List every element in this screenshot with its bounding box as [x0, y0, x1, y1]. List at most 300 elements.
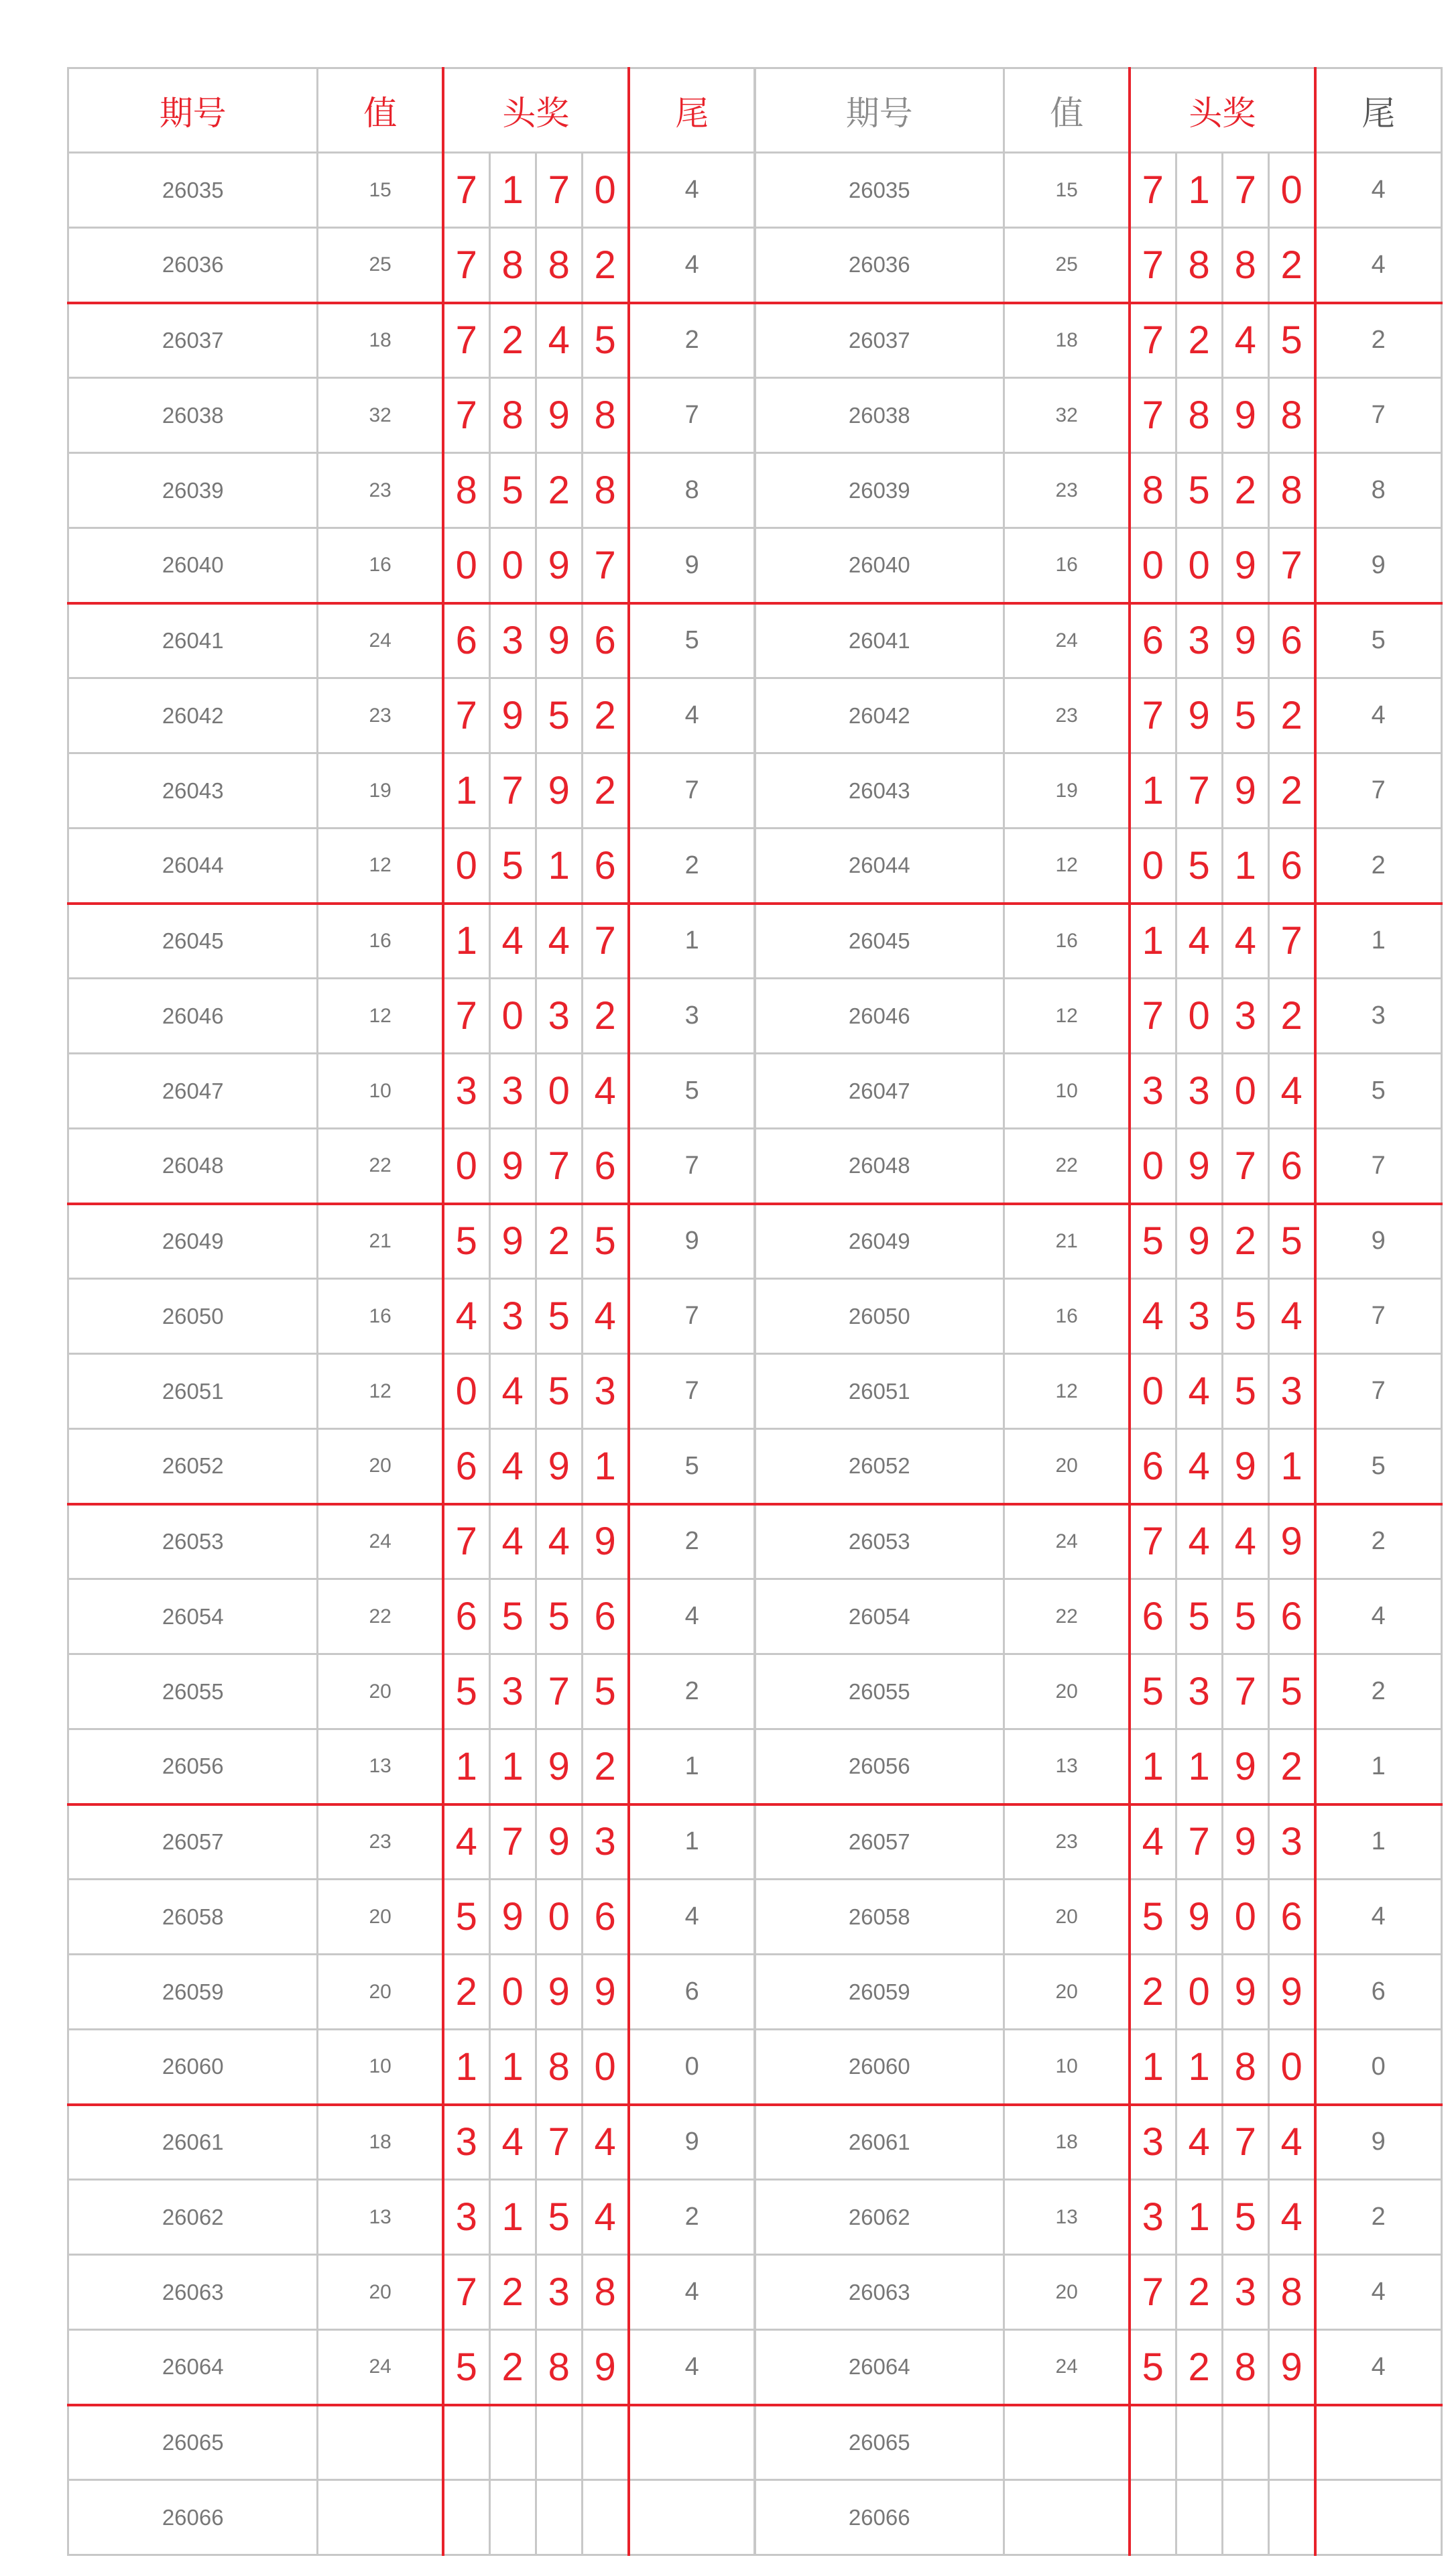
tail-cell: 2	[1315, 829, 1442, 904]
digit-cell: 4	[1268, 1279, 1315, 1354]
digit-cell: 4	[536, 904, 582, 979]
digit-cell: 7	[443, 153, 489, 228]
table-row	[68, 1354, 755, 1429]
value-cell: 23	[1004, 1804, 1130, 1880]
digit-cell: 9	[1222, 753, 1268, 829]
digit-cell: 0	[489, 979, 536, 1054]
digit-cell: 0	[582, 153, 628, 228]
value-cell: 24	[1004, 603, 1130, 678]
digit-cell: 7	[582, 528, 628, 603]
period-cell: 26038	[755, 378, 1004, 453]
tail-cell: 4	[1315, 153, 1442, 228]
table-row	[68, 1955, 755, 2030]
digit-cell: 7	[582, 904, 628, 979]
digit-cell: 3	[1176, 1054, 1222, 1129]
value-cell: 24	[1004, 2330, 1130, 2405]
tail-cell: 9	[1315, 528, 1442, 603]
table-row	[68, 904, 755, 979]
digit-cell	[1176, 2480, 1222, 2555]
value-cell: 20	[1004, 1654, 1130, 1729]
tail-cell: 4	[629, 228, 755, 303]
digit-cell: 3	[443, 1054, 489, 1129]
digit-cell: 4	[536, 1504, 582, 1579]
table-row	[68, 2180, 755, 2255]
digit-cell: 3	[1176, 1654, 1222, 1729]
digit-cell: 5	[1130, 1880, 1176, 1955]
digit-cell: 3	[489, 1054, 536, 1129]
digit-cell: 2	[489, 2255, 536, 2330]
digit-cell: 1	[443, 753, 489, 829]
period-cell: 26061	[68, 2105, 318, 2180]
value-cell: 32	[318, 378, 443, 453]
digit-cell: 8	[536, 2030, 582, 2105]
digit-cell: 9	[1222, 378, 1268, 453]
digit-cell: 1	[489, 2030, 536, 2105]
tail-cell: 1	[1315, 1729, 1442, 1804]
digit-cell: 3	[1130, 1054, 1176, 1129]
tail-cell: 1	[1315, 1804, 1442, 1880]
digit-cell: 2	[1268, 1729, 1315, 1804]
tail-cell: 4	[1315, 2255, 1442, 2330]
table-row	[68, 1654, 755, 1729]
tail-cell: 7	[1315, 1354, 1442, 1429]
digit-cell: 6	[1268, 829, 1315, 904]
table-row	[68, 829, 755, 904]
period-cell: 26060	[68, 2030, 318, 2105]
digit-cell: 2	[1268, 678, 1315, 753]
digit-cell: 1	[1268, 1429, 1315, 1504]
tail-cell: 9	[629, 528, 755, 603]
period-cell: 26058	[755, 1880, 1004, 1955]
tail-cell: 7	[1315, 378, 1442, 453]
period-cell: 26057	[68, 1804, 318, 1880]
digit-cell: 9	[1176, 1204, 1222, 1279]
value-cell	[1004, 2480, 1130, 2555]
digit-cell: 1	[489, 2180, 536, 2255]
digit-cell: 6	[1130, 1579, 1176, 1654]
digit-cell: 8	[1268, 378, 1315, 453]
table-row	[755, 829, 1442, 904]
digit-cell: 9	[489, 1129, 536, 1204]
period-cell: 26064	[68, 2330, 318, 2405]
digit-cell: 4	[1268, 2105, 1315, 2180]
tail-cell: 2	[629, 829, 755, 904]
digit-cell: 7	[443, 1504, 489, 1579]
period-cell: 26054	[755, 1579, 1004, 1654]
header-period: 期号	[68, 68, 318, 153]
digit-cell: 0	[443, 1129, 489, 1204]
digit-cell: 9	[536, 1729, 582, 1804]
period-cell: 26044	[755, 829, 1004, 904]
value-cell	[1004, 2405, 1130, 2480]
digit-cell: 8	[489, 228, 536, 303]
digit-cell: 5	[1130, 1204, 1176, 1279]
digit-cell: 5	[1130, 2330, 1176, 2405]
digit-cell: 9	[1222, 603, 1268, 678]
period-cell: 26066	[68, 2480, 318, 2555]
digit-cell: 8	[443, 453, 489, 528]
table-row	[755, 1279, 1442, 1354]
value-cell: 10	[1004, 2030, 1130, 2105]
digit-cell: 5	[536, 1579, 582, 1654]
table-row	[68, 2255, 755, 2330]
tail-cell: 2	[629, 1654, 755, 1729]
tail-cell: 1	[629, 904, 755, 979]
digit-cell: 7	[1222, 153, 1268, 228]
digit-cell: 1	[1130, 904, 1176, 979]
digit-cell: 0	[1130, 1354, 1176, 1429]
digit-cell: 0	[1268, 2030, 1315, 2105]
header-value: 值	[1004, 68, 1130, 153]
digit-cell: 3	[443, 2105, 489, 2180]
digit-cell: 7	[536, 2105, 582, 2180]
digit-cell: 7	[1222, 1129, 1268, 1204]
tail-cell: 8	[629, 453, 755, 528]
value-cell: 24	[1004, 1504, 1130, 1579]
period-cell: 26042	[755, 678, 1004, 753]
digit-cell: 9	[536, 1955, 582, 2030]
period-cell: 26043	[68, 753, 318, 829]
digit-cell	[1176, 2405, 1222, 2480]
value-cell	[318, 2480, 443, 2555]
digit-cell: 6	[443, 1579, 489, 1654]
digit-cell: 7	[1130, 303, 1176, 378]
digit-cell: 8	[1130, 453, 1176, 528]
digit-cell	[582, 2405, 628, 2480]
value-cell: 20	[318, 1955, 443, 2030]
digit-cell: 4	[582, 1054, 628, 1129]
digit-cell: 0	[489, 1955, 536, 2030]
tail-cell: 4	[629, 2330, 755, 2405]
digit-cell: 2	[1176, 2330, 1222, 2405]
digit-cell	[1222, 2405, 1268, 2480]
digit-cell	[1222, 2480, 1268, 2555]
table-row	[755, 1054, 1442, 1129]
tail-cell: 2	[1315, 2180, 1442, 2255]
header-period: 期号	[755, 68, 1004, 153]
tail-cell: 2	[1315, 1504, 1442, 1579]
tail-cell: 7	[629, 1129, 755, 1204]
digit-cell: 9	[489, 1880, 536, 1955]
digit-cell: 7	[443, 378, 489, 453]
value-cell: 25	[318, 228, 443, 303]
digit-cell: 7	[443, 678, 489, 753]
digit-cell: 2	[582, 228, 628, 303]
table-row	[755, 1654, 1442, 1729]
tail-cell	[1315, 2480, 1442, 2555]
period-cell: 26041	[755, 603, 1004, 678]
digit-cell: 9	[582, 2330, 628, 2405]
digit-cell: 4	[1176, 904, 1222, 979]
tail-cell: 6	[629, 1955, 755, 2030]
tail-cell: 5	[629, 603, 755, 678]
digit-cell: 9	[1222, 1955, 1268, 2030]
value-cell: 13	[318, 2180, 443, 2255]
digit-cell: 9	[1222, 1429, 1268, 1504]
table-row	[68, 228, 755, 303]
table-row	[755, 2105, 1442, 2180]
digit-cell: 0	[489, 528, 536, 603]
value-cell: 10	[318, 2030, 443, 2105]
value-cell: 20	[1004, 1429, 1130, 1504]
digit-cell: 9	[1268, 1504, 1315, 1579]
tail-cell	[1315, 2405, 1442, 2480]
period-cell: 26041	[68, 603, 318, 678]
digit-cell: 0	[1130, 1129, 1176, 1204]
tail-cell: 7	[629, 753, 755, 829]
digit-cell: 0	[1268, 153, 1315, 228]
digit-cell: 9	[1222, 528, 1268, 603]
value-cell: 20	[1004, 1955, 1130, 2030]
digit-cell: 2	[582, 979, 628, 1054]
table-row	[68, 303, 755, 378]
table-body	[68, 153, 755, 2555]
digit-cell: 9	[1176, 1129, 1222, 1204]
digit-cell: 8	[1268, 453, 1315, 528]
digit-cell: 6	[582, 603, 628, 678]
digit-cell: 3	[489, 1654, 536, 1729]
table-row	[755, 904, 1442, 979]
tail-cell: 7	[1315, 1129, 1442, 1204]
digit-cell: 4	[489, 1504, 536, 1579]
tail-cell: 5	[629, 1429, 755, 1504]
period-cell: 26050	[68, 1279, 318, 1354]
value-cell: 20	[318, 1880, 443, 1955]
tail-cell: 5	[629, 1054, 755, 1129]
period-cell: 26049	[755, 1204, 1004, 1279]
digit-cell	[1268, 2405, 1315, 2480]
period-cell: 26056	[68, 1729, 318, 1804]
table-row	[755, 303, 1442, 378]
digit-cell: 5	[1176, 829, 1222, 904]
digit-cell: 1	[1222, 829, 1268, 904]
digit-cell: 2	[489, 303, 536, 378]
digit-cell: 2	[582, 1729, 628, 1804]
digit-cell: 9	[536, 378, 582, 453]
table-row	[755, 528, 1442, 603]
table-row	[755, 753, 1442, 829]
digit-cell	[536, 2405, 582, 2480]
period-cell: 26039	[68, 453, 318, 528]
period-cell: 26046	[68, 979, 318, 1054]
digit-cell: 1	[582, 1429, 628, 1504]
digit-cell: 3	[443, 2180, 489, 2255]
digit-cell	[443, 2405, 489, 2480]
period-cell: 26062	[68, 2180, 318, 2255]
table-row	[755, 1129, 1442, 1204]
digit-cell: 2	[536, 453, 582, 528]
tail-cell: 3	[1315, 979, 1442, 1054]
period-cell: 26049	[68, 1204, 318, 1279]
digit-cell: 9	[536, 1804, 582, 1880]
digit-cell: 1	[536, 829, 582, 904]
value-cell: 20	[318, 2255, 443, 2330]
digit-cell: 1	[1176, 153, 1222, 228]
digit-cell: 3	[1268, 1804, 1315, 1880]
period-cell: 26048	[68, 1129, 318, 1204]
value-cell: 32	[1004, 378, 1130, 453]
digit-cell: 4	[1222, 904, 1268, 979]
digit-cell: 7	[1222, 2105, 1268, 2180]
digit-cell: 4	[582, 2105, 628, 2180]
value-cell: 23	[318, 453, 443, 528]
tail-cell: 0	[1315, 2030, 1442, 2105]
table-row	[68, 1880, 755, 1955]
digit-cell: 0	[582, 2030, 628, 2105]
table-row	[68, 2105, 755, 2180]
period-cell: 26059	[755, 1955, 1004, 2030]
digit-cell: 1	[1176, 2180, 1222, 2255]
value-cell: 23	[1004, 453, 1130, 528]
value-cell: 22	[1004, 1129, 1130, 1204]
digit-cell: 4	[1176, 1429, 1222, 1504]
period-cell: 26040	[755, 528, 1004, 603]
value-cell: 22	[318, 1129, 443, 1204]
digit-cell	[1268, 2480, 1315, 2555]
digit-cell: 3	[489, 603, 536, 678]
tail-cell: 4	[1315, 1880, 1442, 1955]
value-cell: 20	[1004, 1880, 1130, 1955]
digit-cell: 5	[1222, 2180, 1268, 2255]
digit-cell: 7	[1176, 753, 1222, 829]
digit-cell: 9	[1222, 1804, 1268, 1880]
table-row	[755, 2405, 1442, 2480]
table-row	[755, 1955, 1442, 2030]
digit-cell: 0	[1176, 528, 1222, 603]
digit-cell: 0	[1176, 1955, 1222, 2030]
digit-cell: 4	[489, 1429, 536, 1504]
digit-cell: 5	[1176, 1579, 1222, 1654]
value-cell: 21	[1004, 1204, 1130, 1279]
digit-cell: 5	[582, 303, 628, 378]
tail-cell: 2	[1315, 1654, 1442, 1729]
tail-cell: 1	[629, 1729, 755, 1804]
digit-cell: 5	[489, 1579, 536, 1654]
digit-cell: 5	[1222, 1579, 1268, 1654]
digit-cell: 5	[1222, 1354, 1268, 1429]
header-value: 值	[318, 68, 443, 153]
tail-cell: 2	[629, 1504, 755, 1579]
digit-cell: 2	[1222, 453, 1268, 528]
digit-cell: 6	[1268, 603, 1315, 678]
digit-cell: 2	[536, 1204, 582, 1279]
value-cell: 16	[1004, 528, 1130, 603]
digit-cell: 2	[489, 2330, 536, 2405]
digit-cell: 1	[1130, 2030, 1176, 2105]
digit-cell: 9	[489, 1204, 536, 1279]
digit-cell: 8	[582, 378, 628, 453]
period-cell: 26040	[68, 528, 318, 603]
period-cell: 26035	[68, 153, 318, 228]
table-row	[68, 2030, 755, 2105]
draw-table-left	[67, 67, 756, 2556]
digit-cell: 7	[1130, 228, 1176, 303]
draw-table-right	[753, 67, 1443, 2556]
digit-cell: 6	[1268, 1129, 1315, 1204]
table-row	[68, 603, 755, 678]
value-cell: 20	[318, 1429, 443, 1504]
digit-cell: 9	[1268, 1955, 1315, 2030]
tail-cell	[629, 2405, 755, 2480]
table-row	[68, 1804, 755, 1880]
tail-cell: 0	[629, 2030, 755, 2105]
digit-cell: 0	[443, 528, 489, 603]
digit-cell: 9	[582, 1955, 628, 2030]
value-cell: 18	[1004, 2105, 1130, 2180]
period-cell: 26048	[755, 1129, 1004, 1204]
tail-cell: 2	[629, 2180, 755, 2255]
digit-cell: 0	[536, 1880, 582, 1955]
table-row	[755, 1429, 1442, 1504]
digit-cell: 8	[536, 2330, 582, 2405]
digit-cell: 4	[443, 1804, 489, 1880]
digit-cell	[536, 2480, 582, 2555]
digit-cell: 7	[536, 1129, 582, 1204]
digit-cell: 7	[443, 979, 489, 1054]
value-cell: 16	[1004, 1279, 1130, 1354]
digit-cell: 5	[582, 1654, 628, 1729]
table-row	[755, 678, 1442, 753]
table-row	[68, 1279, 755, 1354]
digit-cell: 5	[536, 2180, 582, 2255]
digit-cell: 5	[1222, 678, 1268, 753]
digit-cell: 0	[443, 1354, 489, 1429]
period-cell: 26047	[755, 1054, 1004, 1129]
digit-cell: 0	[1130, 528, 1176, 603]
period-cell: 26037	[68, 303, 318, 378]
table-row	[755, 153, 1442, 228]
period-cell: 26061	[755, 2105, 1004, 2180]
table-row	[68, 1504, 755, 1579]
digit-cell: 7	[536, 153, 582, 228]
table-row	[755, 2480, 1442, 2555]
period-cell: 26053	[68, 1504, 318, 1579]
digit-cell: 5	[536, 678, 582, 753]
digit-cell: 3	[582, 1354, 628, 1429]
value-cell: 23	[1004, 678, 1130, 753]
tail-cell: 8	[1315, 453, 1442, 528]
table-row	[755, 1880, 1442, 1955]
period-cell: 26058	[68, 1880, 318, 1955]
tail-cell	[629, 2480, 755, 2555]
tail-cell: 5	[1315, 603, 1442, 678]
digit-cell: 1	[1176, 1729, 1222, 1804]
digit-cell: 5	[536, 1354, 582, 1429]
period-cell: 26062	[755, 2180, 1004, 2255]
period-cell: 26060	[755, 2030, 1004, 2105]
digit-cell: 2	[582, 753, 628, 829]
table-row	[68, 2405, 755, 2480]
digit-cell: 7	[489, 1804, 536, 1880]
header-tail: 尾	[1315, 68, 1442, 153]
table-row	[755, 2180, 1442, 2255]
digit-cell: 3	[1222, 2255, 1268, 2330]
table-row	[755, 228, 1442, 303]
digit-cell: 5	[1268, 1654, 1315, 1729]
digit-cell: 9	[536, 603, 582, 678]
period-cell: 26064	[755, 2330, 1004, 2405]
tail-cell: 5	[1315, 1429, 1442, 1504]
tail-cell: 6	[1315, 1955, 1442, 2030]
tail-cell: 4	[629, 678, 755, 753]
period-cell: 26039	[755, 453, 1004, 528]
tail-cell: 7	[1315, 1279, 1442, 1354]
period-cell: 26065	[68, 2405, 318, 2480]
value-cell: 15	[318, 153, 443, 228]
tail-cell: 3	[629, 979, 755, 1054]
digit-cell: 6	[582, 1579, 628, 1654]
digit-cell: 8	[489, 378, 536, 453]
